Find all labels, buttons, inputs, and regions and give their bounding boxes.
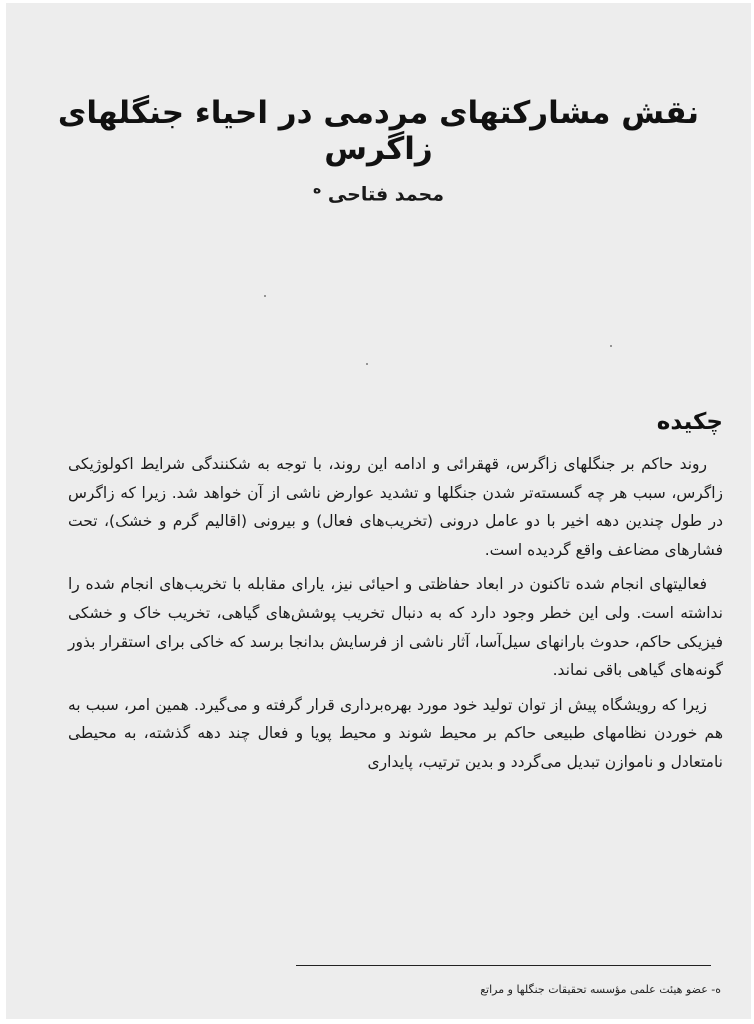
abstract-paragraph-1: روند حاکم بر جنگلهای زاگرس، قهقرائی و ادامه این روند، با توجه به شکنندگی شرایط اکولوژیکی زاگرس، سبب هر چه گسسته‌تر شدن جنگلها و تشدید عوارض ناشی از آن خواهد شد. زیرا که زاگرس در طول چندین دهه اخیر با دو عامل درونی (تخریب‌های فعال) و بیرونی (اقالیم گرم و خشک)، تحت فشارهای مضاعف واقع گردیده است. [68, 455, 723, 559]
abstract-heading: چکیده [656, 409, 723, 435]
scanned-page [6, 3, 751, 1019]
abstract-body [68, 450, 723, 783]
footnote-divider [296, 965, 711, 966]
author-name: محمد فتاحی [327, 183, 444, 206]
abstract-paragraph-3: زیرا که رویشگاه پیش از توان تولید خود مورد بهره‌برداری قرار گرفته و می‌گیرد. همین امر، سبب به هم خوردن نظامهای طبیعی حاکم بر محیط شوند و محیط پویا و فعال چند دهه گذشته، به محیطی نامتعادل و ناموازن تبدیل می‌گردد و بدین ترتیب، پایداری [68, 695, 723, 771]
footnote: ه- عضو هیئت علمی مؤسسه تحقیقات جنگلها و مراتع [480, 983, 721, 996]
author-line [46, 181, 711, 205]
scan-speck [366, 363, 368, 365]
scan-speck [610, 345, 612, 347]
abstract-paragraph-2: فعالیتهای انجام شده تاکنون در ابعاد حفاظتی و احیائی نیز، یارای مقابله با تخریب‌های انجام شده را نداشته است. ولی این خطر وجود دارد که به دنبال تخریب پوشش‌های گیاهی، تخریب خاک و خشکی فیزیکی حاکم، حدوث بارانهای سیل‌آسا، آثار ناشی از فرسایش بدانجا برسد که خاکی برای استقرار بذور گونه‌های گیاهی باقی نماند. [68, 575, 723, 680]
scan-speck [264, 295, 266, 297]
article-title: نقش مشارکتهای مردمی در احیاء جنگلهای زاگرس [57, 95, 700, 167]
author-footnote-mark: ه [313, 181, 322, 197]
